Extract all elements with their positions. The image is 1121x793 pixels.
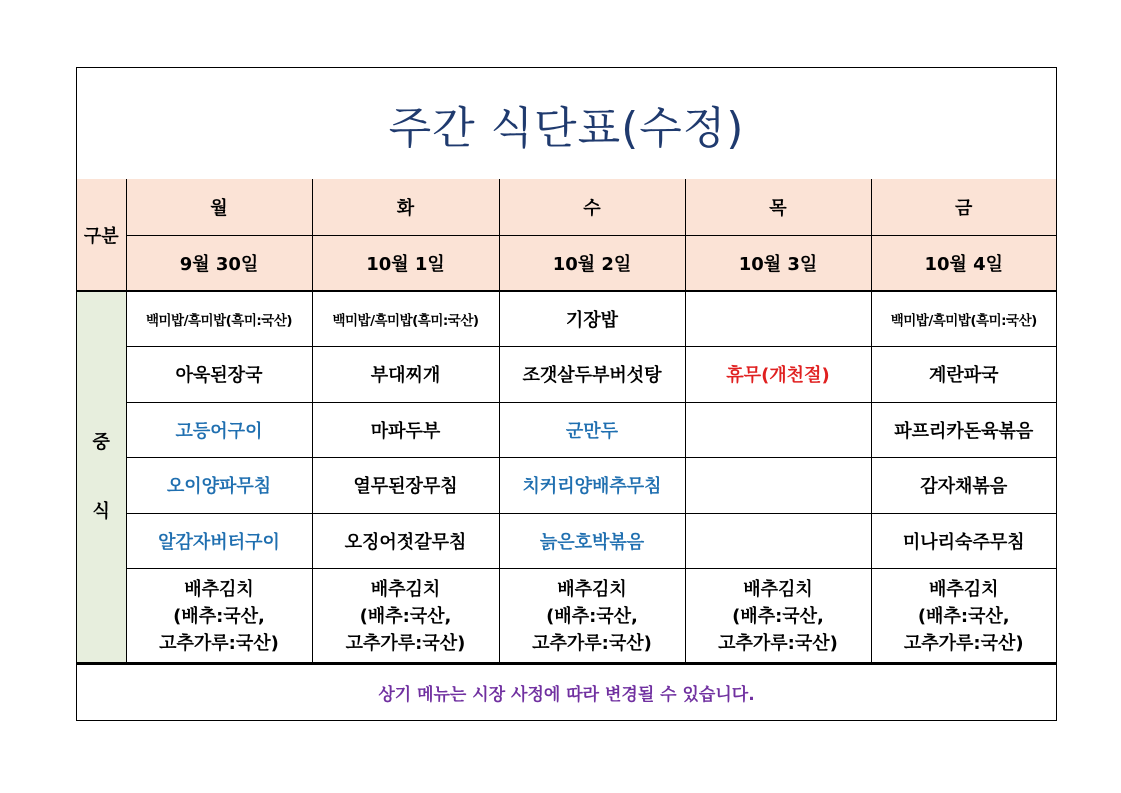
menu-cell: 열무된장무침 xyxy=(312,457,499,513)
date-cell: 9월 30일 xyxy=(126,235,312,291)
menu-cell: 미나리숙주무침 xyxy=(871,513,1056,568)
menu-cell: 오징어젓갈무침 xyxy=(312,513,499,568)
page-title: 주간 식단표(수정) xyxy=(388,102,745,154)
holiday-cell: 휴무(개천절) xyxy=(685,346,871,402)
menu-cell: 아욱된장국 xyxy=(126,346,312,402)
menu-cell: 감자채볶음 xyxy=(871,457,1056,513)
menu-cell: 기장밥 xyxy=(499,291,685,346)
menu-row-kimchi xyxy=(77,568,1056,664)
date-cell: 10월 2일 xyxy=(499,235,685,291)
kimchi-cell: 배추김치 (배추:국산, 고추가루:국산) xyxy=(499,568,685,664)
footer-notice: 상기 메뉴는 시장 사정에 따라 변경될 수 있습니다. xyxy=(378,684,755,705)
gubun-cell: 구분 xyxy=(77,179,126,291)
menu-row-soup xyxy=(77,346,1056,402)
kimchi-cell: 배추김치 (배추:국산, 고추가루:국산) xyxy=(312,568,499,664)
menu-row-side1 xyxy=(77,457,1056,513)
menu-cell: 계란파국 xyxy=(871,346,1056,402)
kimchi-cell: 배추김치 (배추:국산, 고추가루:국산) xyxy=(871,568,1056,664)
menu-cell: 조갯살두부버섯탕 xyxy=(499,346,685,402)
day-cell: 금 xyxy=(871,179,1056,235)
menu-cell: 군만두 xyxy=(499,402,685,457)
menu-cell xyxy=(685,513,871,568)
date-header-row xyxy=(77,235,1056,291)
menu-cell: 백미밥/흑미밥(흑미:국산) xyxy=(312,291,499,346)
menu-cell: 늙은호박볶음 xyxy=(499,513,685,568)
menu-sheet xyxy=(76,67,1057,721)
kimchi-cell: 배추김치 (배추:국산, 고추가루:국산) xyxy=(126,568,312,664)
day-cell: 월 xyxy=(126,179,312,235)
menu-cell: 부대찌개 xyxy=(312,346,499,402)
footer-row xyxy=(77,662,1056,720)
menu-cell xyxy=(685,457,871,513)
menu-cell: 치커리양배추무침 xyxy=(499,457,685,513)
day-header-row xyxy=(77,179,1056,235)
menu-cell: 파프리카돈육볶음 xyxy=(871,402,1056,457)
day-cell: 화 xyxy=(312,179,499,235)
date-cell: 10월 1일 xyxy=(312,235,499,291)
day-cell: 수 xyxy=(499,179,685,235)
menu-cell: 오이양파무침 xyxy=(126,457,312,513)
menu-row-main xyxy=(77,402,1056,457)
day-cell: 목 xyxy=(685,179,871,235)
date-cell: 10월 3일 xyxy=(685,235,871,291)
jungsik-label-2: 식 xyxy=(92,500,110,522)
kimchi-cell: 배추김치 (배추:국산, 고추가루:국산) xyxy=(685,568,871,664)
title-row xyxy=(77,68,1056,180)
jungsik-label-cell xyxy=(77,291,126,664)
menu-cell xyxy=(685,402,871,457)
menu-row-side2 xyxy=(77,513,1056,568)
menu-cell: 알감자버터구이 xyxy=(126,513,312,568)
jungsik-label-1: 중 xyxy=(92,432,110,454)
menu-table xyxy=(77,179,1056,665)
menu-cell: 백미밥/흑미밥(흑미:국산) xyxy=(126,291,312,346)
menu-cell: 고등어구이 xyxy=(126,402,312,457)
menu-cell: 마파두부 xyxy=(312,402,499,457)
menu-row-rice xyxy=(77,291,1056,346)
menu-cell xyxy=(685,291,871,346)
date-cell: 10월 4일 xyxy=(871,235,1056,291)
menu-cell: 백미밥/흑미밥(흑미:국산) xyxy=(871,291,1056,346)
